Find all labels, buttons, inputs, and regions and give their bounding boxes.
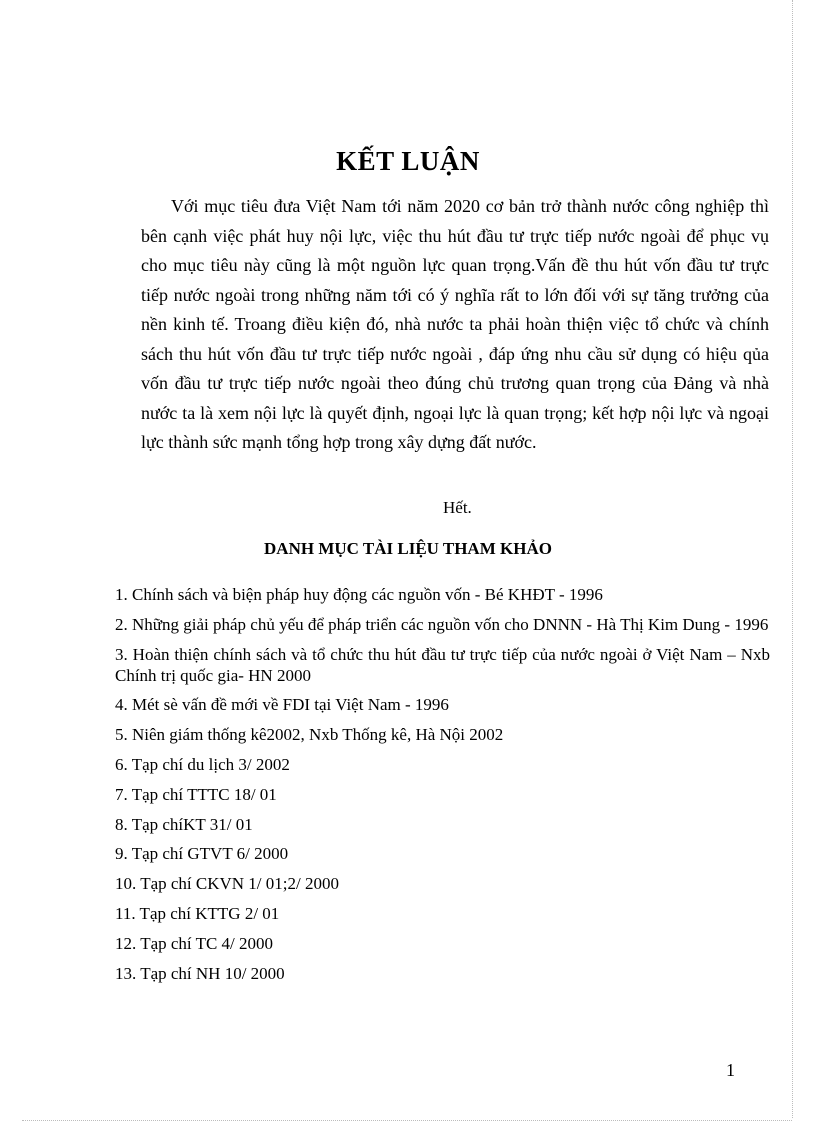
references-list [115, 584, 770, 992]
page-margin-guide-horizontal [22, 1120, 792, 1121]
reference-item: 4. Mét sè vấn đề mới về FDI tại Việt Nam - 1996 [115, 695, 449, 715]
reference-item: 5. Niên giám thống kê2002, Nxb Thống kê, Hà Nội 2002 [115, 725, 504, 745]
end-mark: Hết. [443, 498, 472, 517]
reference-item: 2. Những giải pháp chủ yếu để pháp triển các nguồn vốn cho DNNN - Hà Thị Kim Dung - 1996 [115, 614, 769, 634]
reference-item: 13. Tạp chí NH 10/ 2000 [115, 963, 285, 983]
reference-item: 6. Tạp chí du lịch 3/ 2002 [115, 754, 290, 774]
reference-item: 10. Tạp chí CKVN 1/ 01;2/ 2000 [115, 874, 339, 894]
page-title: KẾT LUẬN [336, 146, 480, 176]
reference-item: 12. Tạp chí TC 4/ 2000 [115, 933, 274, 953]
reference-item: 3. Hoàn thiện chính sách và tổ chức thu hút đầu tư trực tiếp của nước ngoài ở Việt Nam – Nxb Chính trị quốc gia- HN 2000 [115, 644, 770, 685]
references-heading: DANH MỤC TÀI LIỆU THAM KHẢO [264, 539, 552, 558]
reference-item: 11. Tạp chí KTTG 2/ 01 [115, 903, 280, 923]
page-number: 1 [726, 1060, 735, 1080]
reference-item: 9. Tạp chí GTVT 6/ 2000 [115, 844, 289, 864]
reference-item: 1. Chính sách và biện pháp huy động các nguồn vốn - Bé KHĐT - 1996 [115, 585, 603, 604]
reference-item: 7. Tạp chí TTTC 18/ 01 [115, 784, 277, 804]
page-margin-guide-vertical [792, 0, 793, 1118]
reference-item: 8. Tạp chíKT 31/ 01 [115, 814, 253, 834]
conclusion-paragraph: Với mục tiêu đưa Việt Nam tới năm 2020 cơ bản trở thành nước công nghiệp thì bên cạnh việc phát huy nội lực, việc thu hút đầu tư trực tiếp nước ngoài để phục vụ cho mục tiêu này cũng là một nguồn lực quan trọng.Vấn đề thu hút vốn đầu tư trực tiếp nước ngoài trong những năm tới có ý nghĩa rất to lớn đối với sự tăng trưởng của nền kinh tế. Troang điều kiện đó, nhà nước ta phải hoàn thiện việc tổ chức và chính sách thu hút vốn đầu tư trực tiếp nước ngoài , đáp ứng nhu cầu sử dụng có hiệu qủa vốn đầu tư trực tiếp nước ngoài theo đúng chủ trương quan trọng của Đảng và nhà nước ta là xem nội lực là quyết định, ngoại lực là quan trọng; kết hợp nội lực và ngoại lực thành sức mạnh tổng hợp trong xây dựng đất nước. [141, 196, 769, 452]
